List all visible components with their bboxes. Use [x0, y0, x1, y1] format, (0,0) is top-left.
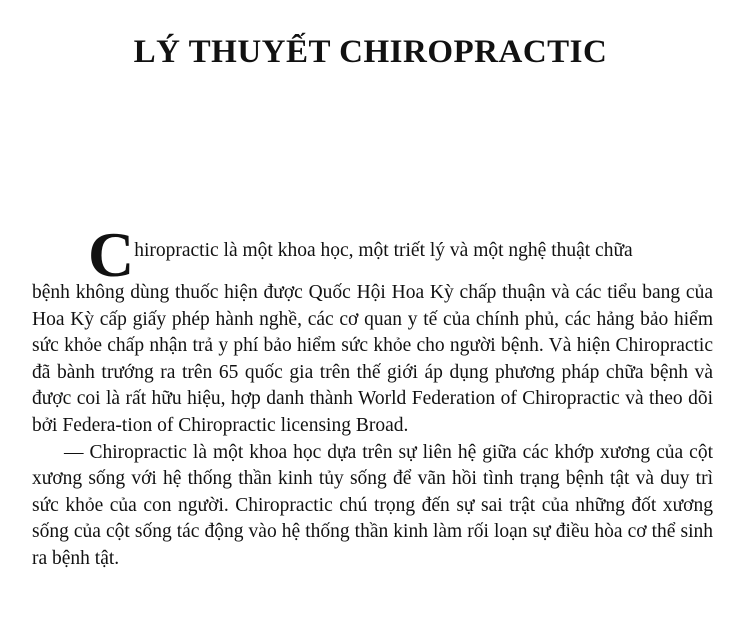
body-text	[32, 219, 713, 573]
first-line	[88, 219, 713, 290]
paragraph-1-continuation: bệnh không dùng thuốc hiện được Quốc Hội Hoa Kỳ chấp thuận và các tiểu bang của Hoa Kỳ cấp giấy phép hành nghề, các cơ quan y tế của chính phủ, các hảng bảo hiểm sức khỏe chấp nhận trả y phí bảo hiểm sức khỏe cho người bệnh. Và hiện Chiropractic đã bành trướng ra trên 65 quốc gia trên thế giới áp dụng phương pháp chữa bệnh và được coi là rất hữu hiệu, hợp danh thành World Federation of Chiropractic và theo dõi bởi Federa-tion of Chiropractic licensing Broad.	[32, 282, 713, 436]
drop-cap: C	[88, 219, 135, 290]
paragraph-2-wrap	[32, 440, 713, 573]
paragraph-1	[32, 219, 713, 440]
page-title: LÝ THUYẾT CHIROPRACTIC	[133, 34, 608, 70]
first-line-text: hiropractic là một khoa học, một triết lý và một nghệ thuật chữa	[134, 240, 633, 261]
paragraph-2: — Chiropractic là một khoa học dựa trên sự liên hệ giữa các khớp xương của cột xương sống với hệ thống thần kinh tủy sống để vãn hồi tình trạng bệnh tật và duy trì sức khỏe của con người. Chiropractic chú trọng đến sự sai trật của những đốt xương sống của cột sống tác động vào hệ thống thần kinh làm rối loạn sự điều hòa cơ thể sinh ra bệnh tật.	[32, 441, 713, 569]
